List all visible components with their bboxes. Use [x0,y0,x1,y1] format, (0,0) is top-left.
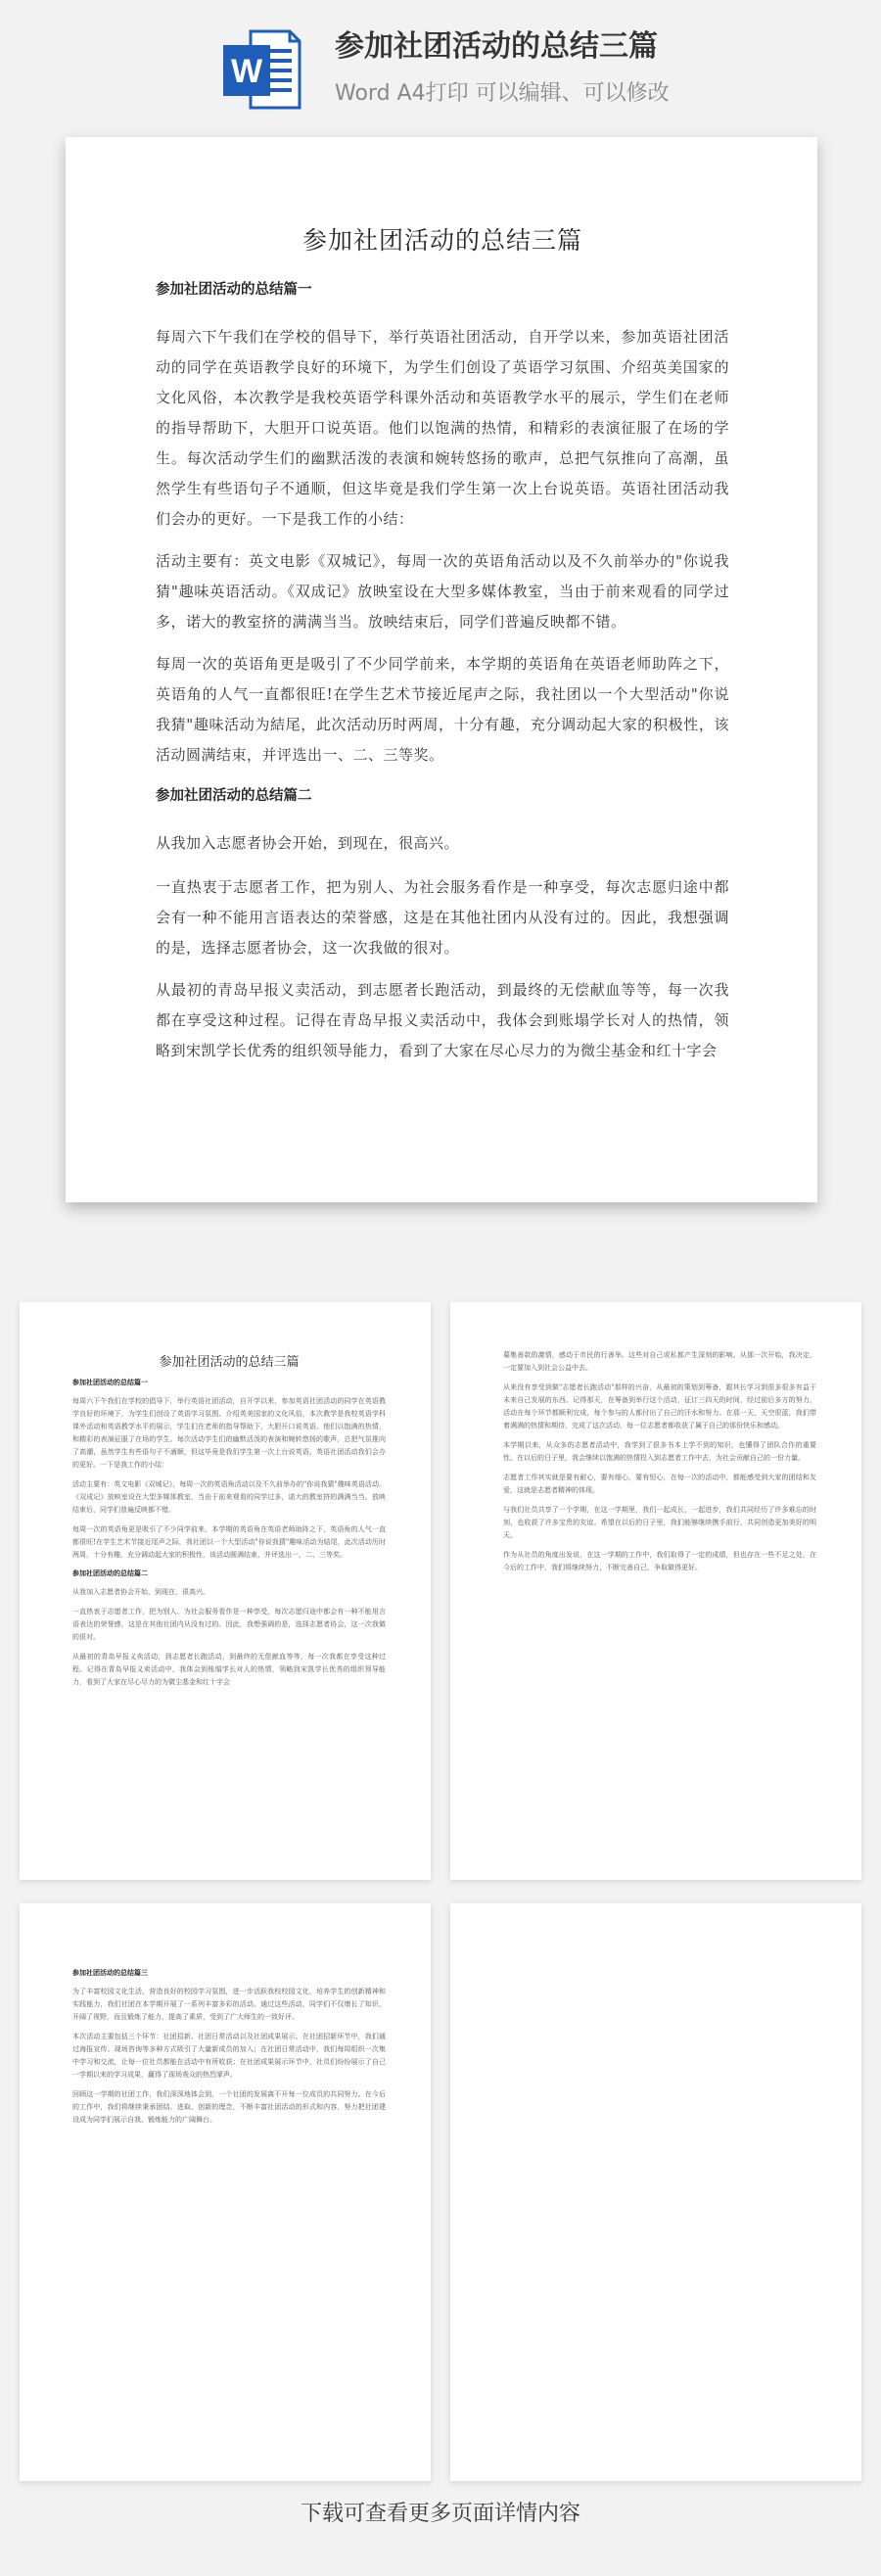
thumbnail-heading: 参加社团活动的总结篇一 [72,1378,148,1386]
thumbnail-paragraph: 活动主要有：英文电影《双城记》，每周一次的英语角活动以及不久前举办的"你说我猜"趣味英语活动。《双成记》放映室设在大型多媒体教室，当由于前来观看的同学过多，诺大的教室挤的满满当当。放映结束后，同学们普遍反映都不错。 [72,1480,386,1514]
thumbnail-paragraph: 从我加入志愿者协会开始，到现在，很高兴。 [72,1588,209,1596]
thumbnail-paragraph: 从来没有享受到做"志愿者长跑活动"那样的兴奋，从最初的策划到筹备，跟其长学习到很多很多有益于未来自己发展的东西。记得那天，在筹备到举行这个活动，征订三四天的时间，经过前后多方的努力，活动在每个环节都顺利完成，每个参与的人都付出了自己的汗水和努力。在那一天，天空很蓝，我们带着满满的热情和期待，完成了这次活动，每一位志愿者都收获了属于自己的那份快乐和感动。 [503,1383,816,1429]
section-heading-2: 参加社团活动的总结篇二 [156,787,312,804]
page-thumbnail-3[interactable] [20,1903,431,2481]
thumbnail-paragraph: 募集善款的激情，感动于市民的行善举。这些对自己或私都产生深刻的影响。从那一次开始，我决定，一定要加入到社会公益中去。 [503,1351,816,1372]
thumbnail-paragraph: 与我们社员共享了一个学期，在这一学期里，我们一起成长，一起进步，我们共同经历了许多难忘的时刻，也收获了许多宝贵的友谊。希望在以后的日子里，我们能够继续携手前行，共同创造更加美好的明天。 [503,1506,816,1539]
thumbnail-paragraph: 从最初的青岛早报义卖活动，到志愿者长跑活动，到最终的无偿献血等等，每一次我都在享受这种过程。记得在青岛早报义卖活动中，我体会到账塌学长对人的热情，领略到宋凯学长优秀的组织领导能力，看到了大家在尽心尽力的为微尘基金和红十字会 [72,1653,386,1686]
thumbnail-paragraph: 志愿者工作其实就是要有耐心，要有细心，要有恒心，在每一次的活动中，都能感受到大家的团结和友爱，这就是志愿者精神的体现。 [503,1474,816,1494]
thumbnail-title: 参加社团活动的总结三篇 [159,1355,300,1370]
thumbnail-paragraph: 本学期以来，从众多的志愿者活动中，我学到了很多书本上学不到的知识，也懂得了团队合作的重要性。在以后的日子里，我会继续以饱满的热情投入到志愿者工作中去，为社会贡献自己的一份力量。 [503,1441,816,1462]
word-icon-letter: W [230,53,263,90]
thumbnail-paragraph: 为了丰富校园文化生活，营造良好的校园学习氛围，进一步活跃我校校园文化，培养学生的创新精神和实践能力，我们社团在本学期开展了一系列丰富多彩的活动。通过这些活动，同学们不仅增长了知识，开阔了视野，而且锻炼了能力，提高了素质，受到了广大师生的一致好评。 [72,1988,386,2021]
header [0,0,881,132]
page-thumbnail-2[interactable] [450,1302,861,1880]
word-doc-icon [221,27,301,112]
paragraph: 一直热衷于志愿者工作，把为别人、为社会服务看作是一种享受，每次志愿归途中都会有一种不能用言语表达的荣誉感，这是在其他社团内从没有过的。因此，我想强调的是，选择志愿者协会，这一次我做的很对。 [156,878,729,957]
document-title: 参加社团活动的总结三篇 [301,226,582,255]
section-heading-1: 参加社团活动的总结篇一 [156,281,312,298]
thumbnail-paragraph: 每周一次的英语角更是吸引了不少同学前来，本学期的英语角在英语老师助阵之下，英语角的人气一直都很旺!在学生艺术节接近尾声之际，我社团以一个大型活动"你说我猜"趣味活动为結尾，此次活动历时两周，十分有趣，充分调动起大家的积极性，该活动圆满结束，并评选出一、二、三等奖。 [72,1525,386,1559]
thumbnail-paragraph: 一直热衷于志愿者工作，把为别人、为社会服务看作是一种享受，每次志愿归途中都会有一种不能用言语表达的荣誉感，这是在其他社团内从没有过的。因此，我想强调的是，选择志愿者协会，这一次我做的很对。 [72,1608,386,1641]
header-title: 参加社团活动的总结三篇 [335,29,658,64]
thumbnail-paragraph: 本次活动主要包括三个环节：社团招新、社团日常活动以及社团成果展示。在社团招新环节中，我们通过海报宣传、现场咨询等多种方式吸引了大量新成员的加入；在社团日常活动中，我们每周组织一次集中学习和交流，让每一位社员都能在活动中有所收获；在社团成果展示环节中，社员们纷纷展示了自己一学期以来的学习成果，赢得了现场观众的热烈掌声。 [72,2033,386,2079]
paragraph: 活动主要有：英文电影《双城记》，每周一次的英语角活动以及不久前举办的"你说我猜"趣味英语活动。《双成记》放映室设在大型多媒体教室，当由于前来观看的同学过多，诺大的教室挤的满满当当。放映结束后，同学们普遍反映都不错。 [156,552,729,631]
header-subtitle: Word A4打印 可以编辑、可以修改 [335,81,670,106]
paragraph: 从最初的青岛早报义卖活动，到志愿者长跑活动，到最终的无偿献血等等，每一次我都在享受这种过程。记得在青岛早报义卖活动中，我体会到账塌学长对人的热情，领略到宋凯学长优秀的组织领导能力，看到了大家在尽心尽力的为微尘基金和红十字会 [156,981,729,1059]
paragraph: 每周六下午我们在学校的倡导下，举行英语社团活动，自开学以来，参加英语社团活动的同学在英语教学良好的环境下，为学生们创设了英语学习氛围、介绍英美国家的文化风俗，本次教学是我校英语学科课外活动和英语教学水平的展示，学生们在老师的指导帮助下，大胆开口说英语。他们以饱满的热情，和精彩的表演征服了在场的学生。每次活动学生们的幽默活泼的表演和婉转悠扬的歌声，总把气氛推向了高潮，虽然学生有些语句子不通顺，但这毕竟是我们学生第一次上台说英语。英语社团活动我们会办的更好。一下是我工作的小结： [156,328,729,528]
thumbnail-heading: 参加社团活动的总结篇三 [72,1968,148,1977]
thumbnail-paragraph: 每周六下午我们在学校的倡导下，举行英语社团活动，自开学以来，参加英语社团活动的同学在英语教学良好的环境下，为学生们创设了英语学习氛围、介绍英美国家的文化风俗，本次教学是我校英语学科课外活动和英语教学水平的展示，学生们在老师的指导帮助下，大胆开口说英语。他们以饱满的热情，和精彩的表演征服了在场的学生。每次活动学生们的幽默活泼的表演和婉转悠扬的歌声，总把气氛推向了高潮，虽然学生有些语句子不通顺，但这毕竟是我们学生第一次上台说英语。英语社团活动我们会办的更好。一下是我工作的小结： [72,1397,386,1469]
thumbnail-paragraph: 作为从社员的角度出发说，在这一学期的工作中，我们取得了一定的成绩，但也存在一些不足之处，在今后的工作中，我们将继续努力，不断完善自己，争取做得更好。 [503,1551,816,1571]
page-thumbnail-1[interactable] [20,1302,431,1880]
paragraph: 每周一次的英语角更是吸引了不少同学前来，本学期的英语角在英语老师助阵之下，英语角的人气一直都很旺!在学生艺术节接近尾声之际，我社团以一个大型活动"你说我猜"趣味活动为結尾，此次活动历时两周，十分有趣，充分调动起大家的积极性，该活动圆满结束，并评选出一、二、三等奖。 [156,655,729,764]
thumbnail-heading: 参加社团活动的总结篇二 [72,1569,148,1577]
thumbnail-paragraph: 回顾这一学期的社团工作，我们深深地体会到，一个社团的发展离不开每一位成员的共同努力。在今后的工作中，我们将继续秉承团结、进取、创新的理念，不断丰富社团活动的形式和内容，努力把社团建设成为同学们展示自我、锻炼能力的广阔舞台。 [72,2090,386,2124]
download-more-footer[interactable]: 下载可查看更多页面详情内容 [300,2502,580,2526]
document-page-preview [66,137,817,1202]
page-thumbnail-4-blank[interactable] [450,1903,861,2481]
paragraph: 从我加入志愿者协会开始，到现在，很高兴。 [156,834,460,852]
